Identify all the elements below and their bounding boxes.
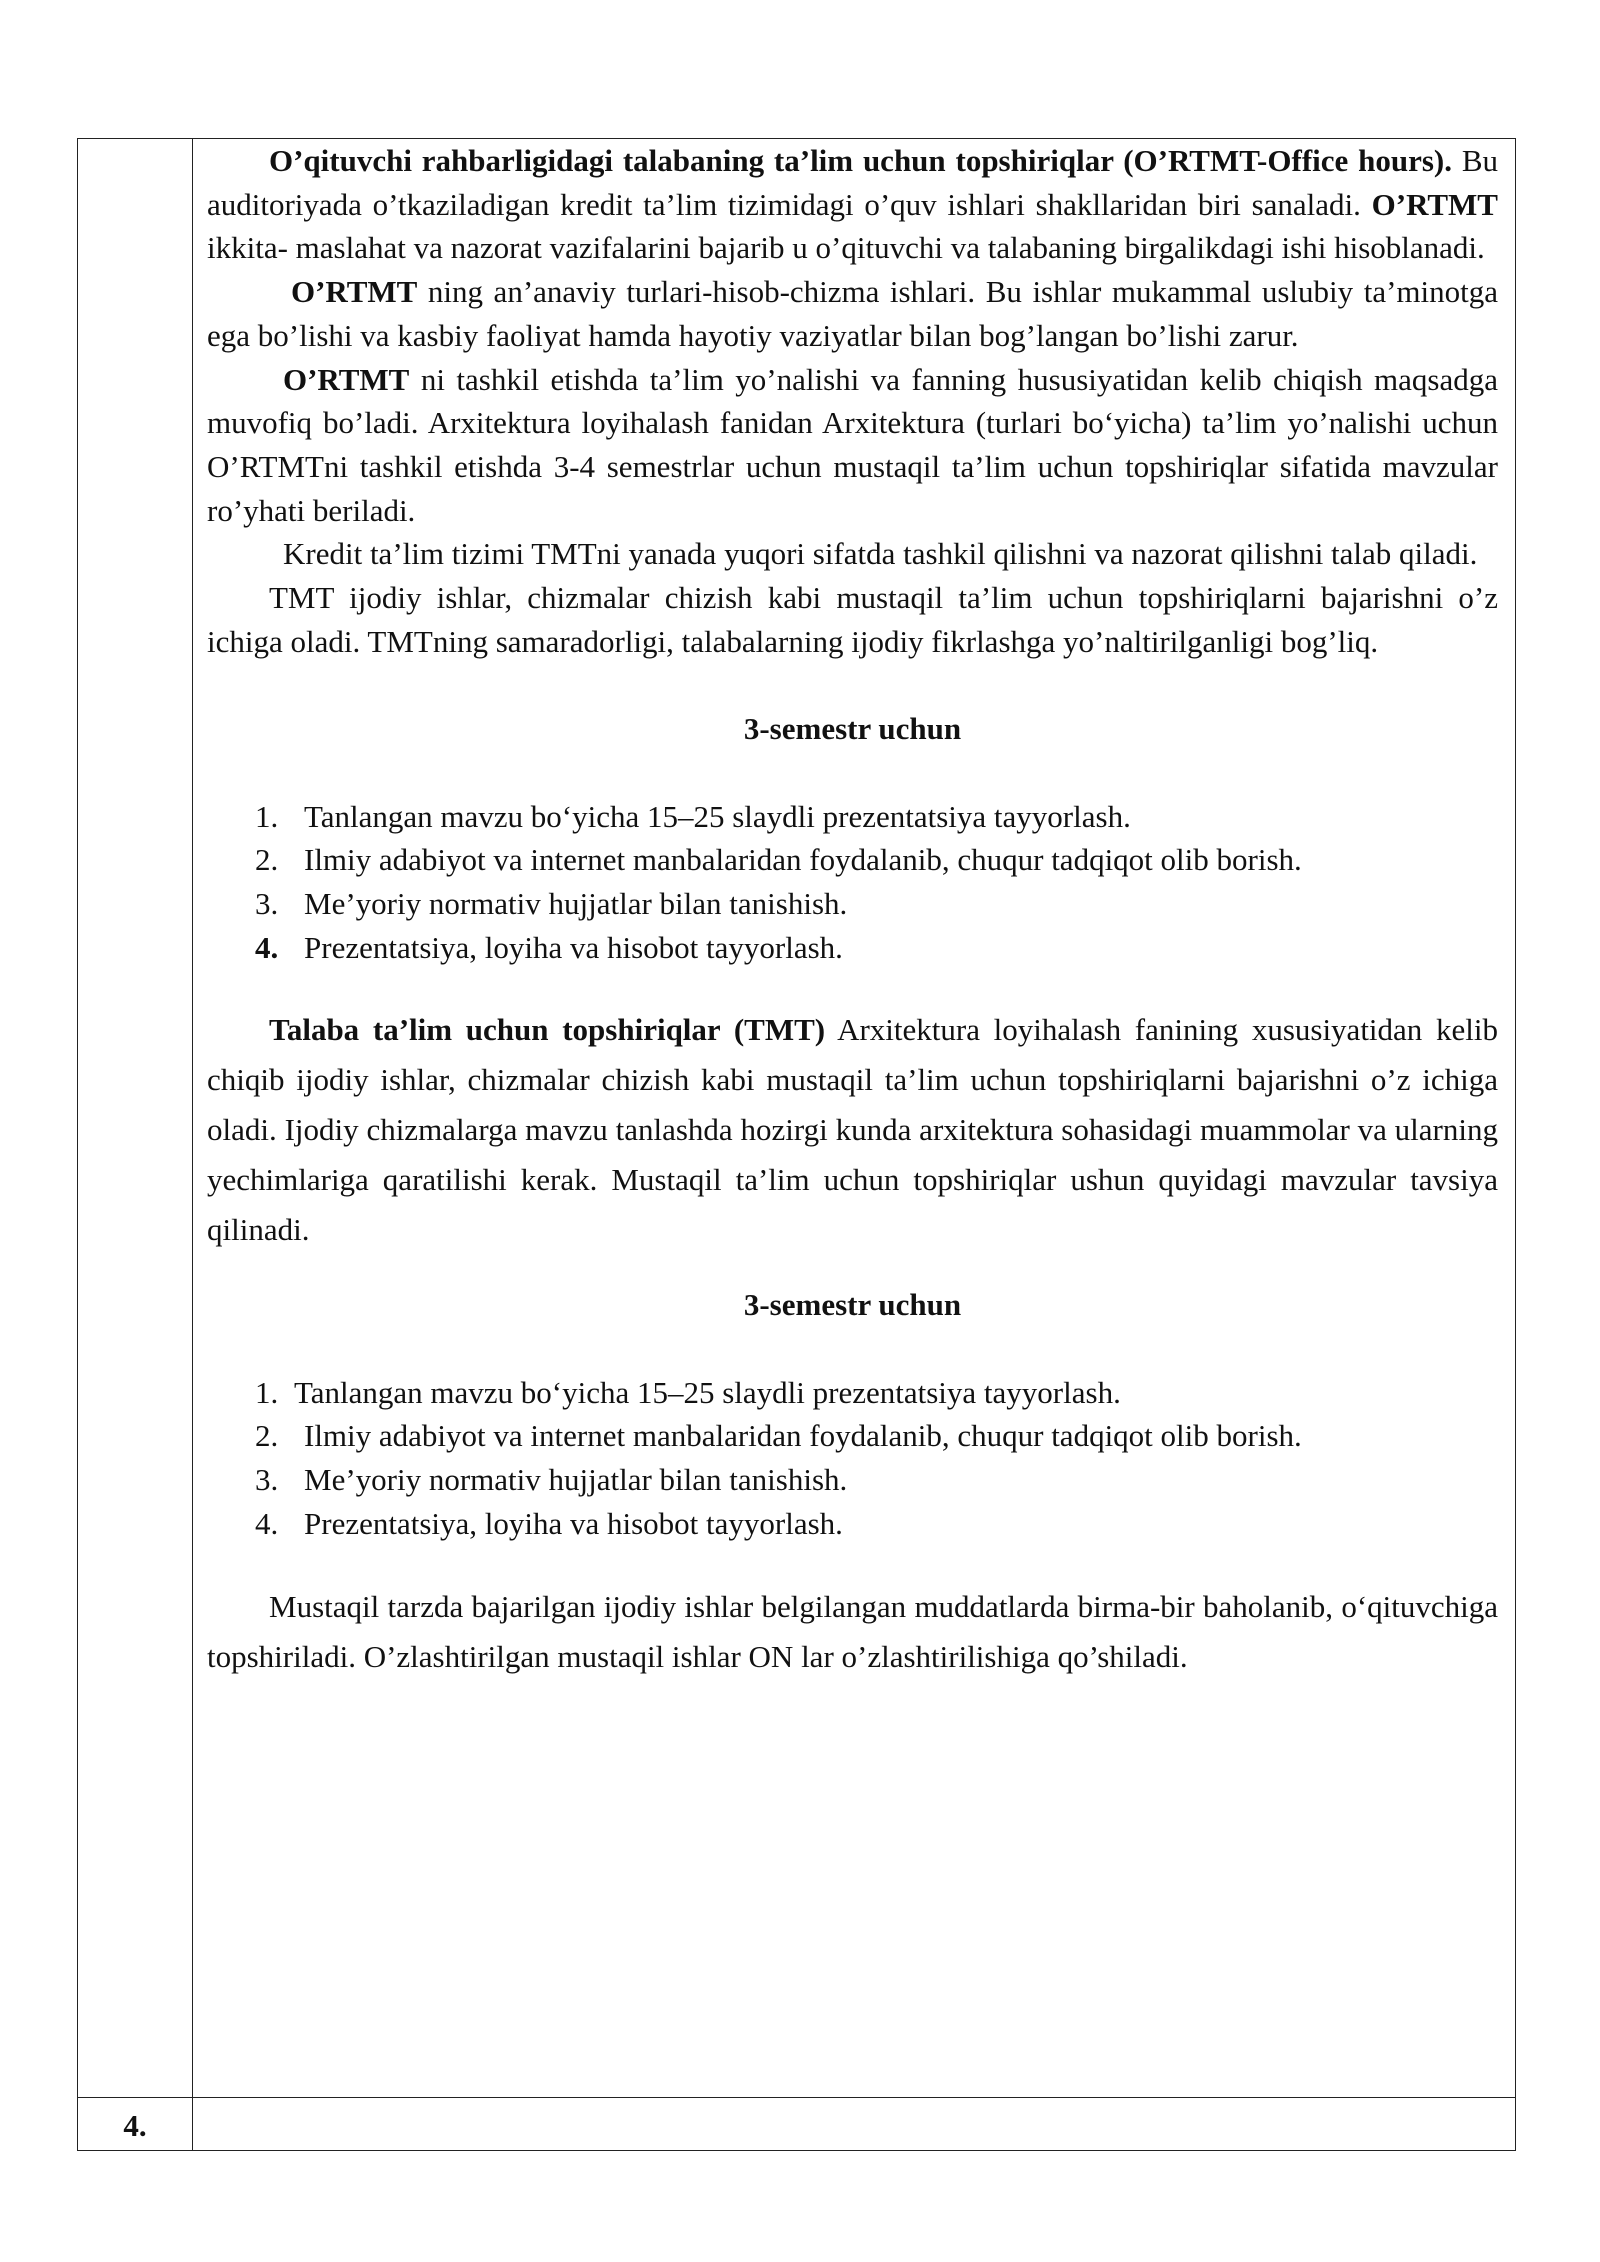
task-list [207, 1371, 1498, 1546]
paragraph-bold-term: O’RTMT [291, 274, 418, 310]
list-number: 3. [255, 885, 279, 921]
paragraph-tmt-tasks [207, 1005, 1498, 1255]
list-number: 2. [255, 842, 279, 878]
list-item [207, 926, 1498, 970]
section-heading: 3-semestr uchun [743, 711, 962, 747]
list-item-text: Ilmiy adabiyot va internet manbalaridan foydalanib, chuqur tadqiqot olib borish. [304, 1418, 1302, 1454]
list-item [207, 795, 1498, 839]
paragraph-text: ni tashkil etishda ta’lim yo’nalishi va fanning hususiyatidan kelib chiqish maqsadga muvofiq bo’ladi. Arxitektura loyihalash fanidan Arxitektura (turlari bo‘yicha) ta’lim yo’nalishi uchun O’RTMTni tashkil etishda 3-4 semestrlar uchun mustaqil ta’lim uchun topshiriqlar sifatida mavzular ro’yhati beriladi. [207, 361, 1498, 528]
list-number: 1. [255, 798, 279, 834]
paragraph-text: ning an’anaviy turlari-hisob-chizma ishlari. Bu ishlar mukammal uslubiy ta’minotga ega bo’lishi va kasbiy faoliyat hamda hayotiy vaziyatlar bilan bog’langan bo’lishi zarur. [207, 274, 1498, 353]
paragraph-bold-title: Talaba ta’lim uchun topshiriqlar (TMT) [269, 1012, 826, 1048]
list-item-text: Prezentatsiya, loyiha va hisobot tayyorlash. [304, 1505, 843, 1541]
list-number: 2. [255, 1418, 279, 1454]
list-number: 3. [255, 1462, 279, 1498]
paragraph-text: ikkita- maslahat va nazorat vazifalarini bajarib u o’qituvchi va talabaning birgalikdagi ishi hisoblanadi. [207, 230, 1485, 266]
list-number: 1. [255, 1374, 279, 1410]
list-item [207, 882, 1498, 926]
paragraph-ortmt-intro [207, 138, 1498, 270]
row-divider [78, 2097, 1515, 2098]
list-item-text: Tanlangan mavzu bo‘yicha 15–25 slaydli prezentatsiya tayyorlash. [294, 1374, 1121, 1410]
paragraph-ortmt-organization [207, 358, 1498, 533]
list-item-text: Ilmiy adabiyot va internet manbalaridan foydalanib, chuqur tadqiqot olib borish. [304, 842, 1302, 878]
task-list [207, 795, 1498, 970]
list-item-text: Me’yoriy normativ hujjatlar bilan tanishish. [304, 885, 848, 921]
list-number: 4. [255, 929, 279, 965]
paragraph-bold-title: O’qituvchi rahbarligidagi talabaning ta’lim uchun topshiriqlar (O’RTMT-Office hours). [269, 143, 1452, 178]
list-item [207, 1371, 1498, 1415]
list-item [207, 1458, 1498, 1502]
list-item [207, 1414, 1498, 1458]
list-item-text: Prezentatsiya, loyiha va hisobot tayyorlash. [304, 929, 843, 965]
list-item-text: Me’yoriy normativ hujjatlar bilan tanishish. [304, 1462, 848, 1498]
paragraph-tmt-description: TMT ijodiy ishlar, chizmalar chizish kabi mustaqil ta’lim uchun topshiriqlarni bajarishni o’z ichiga oladi. TMTning samaradorligi, talabalarning ijodiy fikrlashga yo’naltirilganligi bog’liq. [207, 580, 1498, 659]
paragraph-text: Arxitektura loyihalash fanining xususiyatidan kelib chiqib ijodiy ishlar, chizmalar chizish kabi mustaqil ta’lim uchun topshiriqlarni bajarishni o’z ichiga oladi. Ijodiy chizmalarga mavzu tanlashda hozirgi kunda arxitektura sohasidagi muammolar va ularning yechimlariga qaratilishi kerak. Mustaqil ta’lim uchun topshiriqlar ushun quyidagi mavzular tavsiya qilinadi. [207, 1012, 1498, 1248]
list-item-text: Tanlangan mavzu bo‘yicha 15–25 slaydli prezentatsiya tayyorlash. [304, 798, 1131, 834]
section-heading: 3-semestr uchun [743, 1287, 962, 1323]
list-item [207, 1502, 1498, 1546]
paragraph-text: Bu auditoriyada o’tkaziladigan kredit ta’lim tizimidagi o’quv ishlari shakllaridan biri sanaladi. [207, 143, 1498, 222]
paragraph-ortmt-types [207, 270, 1498, 357]
list-item [207, 838, 1498, 882]
paragraph-credit-system: Kredit ta’lim tizimi TMTni yanada yuqori sifatda tashkil qilishni va nazorat qilishni talab qiladi. [283, 536, 1478, 572]
row-number-cell: 4. [123, 2108, 147, 2143]
paragraph-bold-term: O’RTMT [1371, 186, 1498, 222]
content-cell [207, 138, 1498, 1682]
column-divider [192, 139, 193, 2150]
paragraph-bold-term: O’RTMT [283, 361, 410, 397]
paragraph-evaluation: Mustaqil tarzda bajarilgan ijodiy ishlar belgilangan muddatlarda birma-bir baholanib, o‘qituvchiga topshiriladi. O’zlashtirilgan mustaqil ishlar ON lar o’zlashtirilishiga qo’shiladi. [207, 1588, 1498, 1674]
list-number: 4. [255, 1505, 279, 1541]
